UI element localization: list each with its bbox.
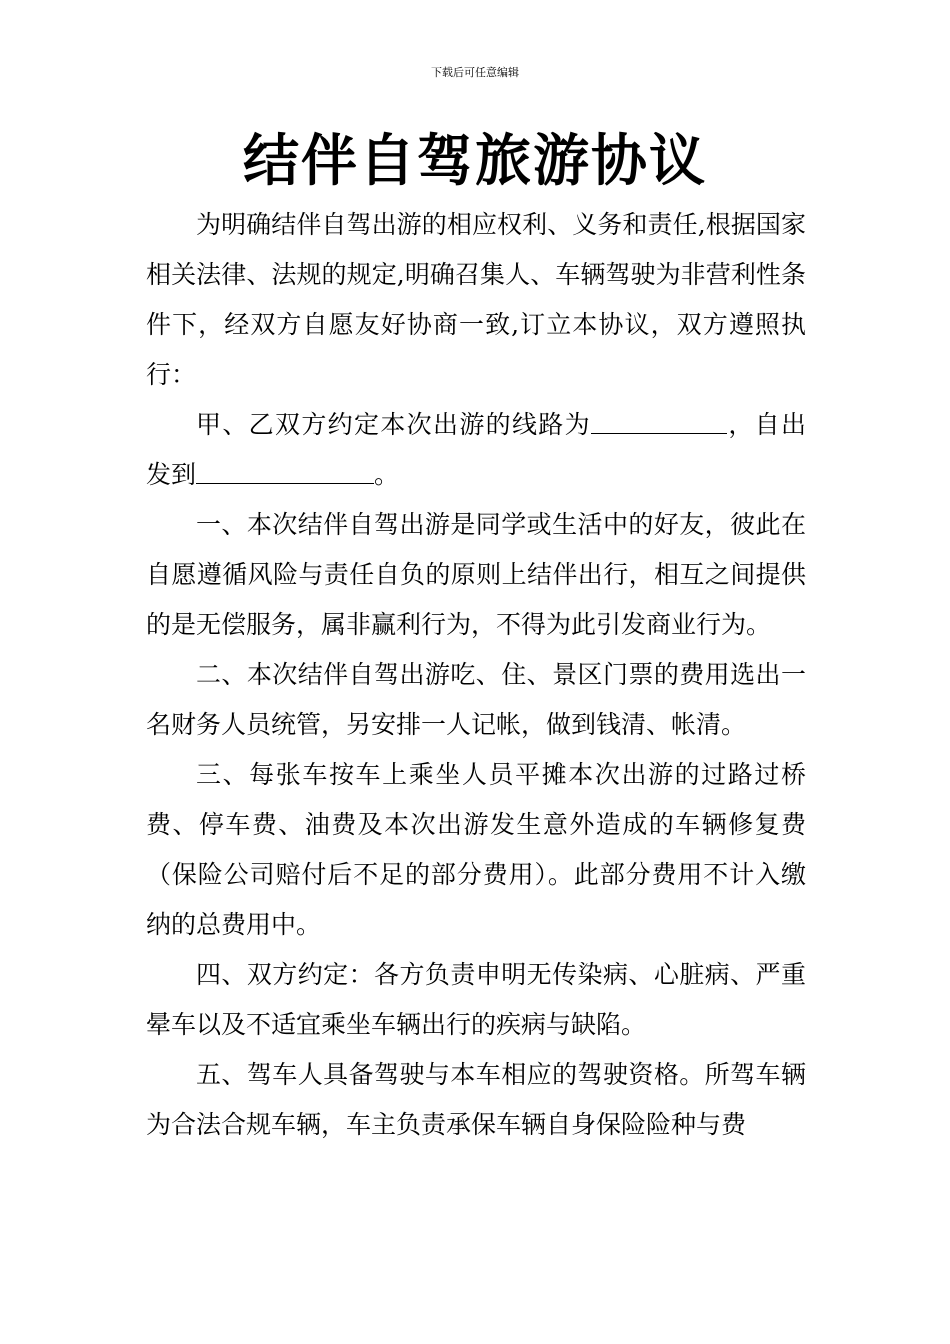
paragraph-route (146, 400, 806, 500)
route-text-end: 。 (374, 460, 400, 489)
paragraph-4: 四、双方约定：各方负责申明无传染病、心脏病、严重晕车以及不适宜乘坐车辆出行的疾病与缺陷。 (146, 960, 806, 1039)
document-title: 结伴自驾旅游协议 (243, 129, 707, 194)
paragraph-3: 三、每张车按车上乘坐人员平摊本次出游的过路过桥费、停车费、油费及本次出游发生意外造成的车辆修复费（保险公司赔付后不足的部分费用）。此部分费用不计入缴纳的总费用中。 (146, 760, 806, 939)
page-header: 下载后可任意编辑 (431, 66, 519, 79)
paragraph-intro: 为明确结伴自驾出游的相应权利、义务和责任,根据国家相关法律、法规的规定,明确召集人、车辆驾驶为非营利性条件下，经双方自愿友好协商一致,订立本协议，双方遵照执行： (146, 210, 806, 389)
paragraph-1: 一、本次结伴自驾出游是同学或生活中的好友，彼此在自愿遵循风险与责任自负的原则上结伴出行，相互之间提供的是无偿服务，属非赢利行为，不得为此引发商业行为。 (146, 510, 806, 639)
route-text-before: 甲、乙双方约定本次出游的线路为 (196, 410, 591, 439)
route-blank[interactable] (591, 408, 727, 434)
document-body (146, 200, 806, 1150)
route-text-mid: ，自出发到 (146, 410, 806, 489)
paragraph-5: 五、驾车人具备驾驶与本车相应的驾驶资格。所驾车辆为合法合规车辆，车主负责承保车辆自身保险险种与费 (146, 1060, 806, 1139)
paragraph-2: 二、本次结伴自驾出游吃、住、景区门票的费用选出一名财务人员统管，另安排一人记帐，做到钱清、帐清。 (146, 660, 806, 739)
destination-blank[interactable] (196, 458, 374, 484)
